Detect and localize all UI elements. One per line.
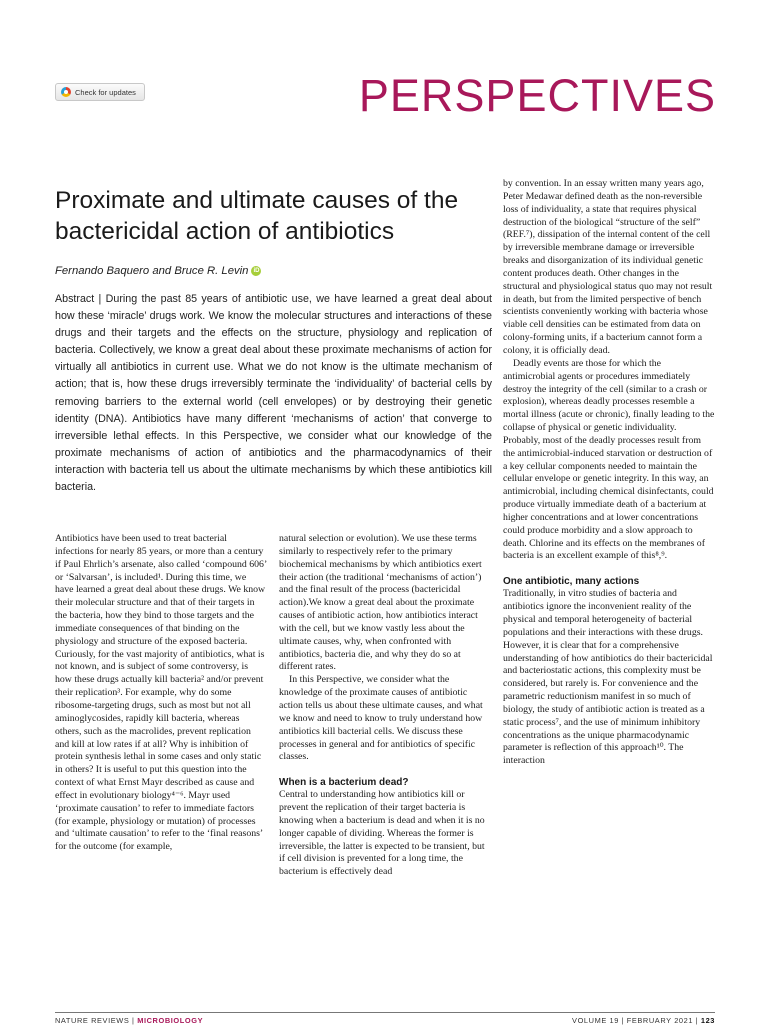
paragraph: Antibiotics have been used to treat bacterial infections for nearly 85 years, or more than a century if Paul Ehrlich’s arsenate, also called ‘compound 606’ or ‘Salvarsan’, is included¹. During this time, we have learned a great deal about these drugs. We know their molecular structure and that of their targets in the bacteria, how they bind to those targets and the immediate consequences of that binding on the physiology and structure of the exposed bacteria. Curiously, for the vast majority of antibiotics, what is not known, and is subject of some controversy, is how these drugs actually kill bacteria² and/or prevent their replication³. For example, why do some ribosome-targeting drugs, such as most but not all aminoglycosides, rapidly kill bacteria, whereas others, such as the macrolides, prevent replication and kill at low rates if at all? Why is inhibition of protein synthesis lethal in some cases and only static in others? It is useful to put this question into the context of what Ernst Mayr described as cause and effect in evolutionary biology⁴⁻⁶. Mayr used ‘proximate causation’ to refer to immediate factors (for example, physiology or mutation) of processes and ‘ultimate causation’ to refer to the ‘final reasons’ for the outcome (for example, [55, 533, 267, 853]
issue-info: VOLUME 19 | FEBRUARY 2021 | [572, 1016, 701, 1025]
footer-rule [55, 1012, 715, 1013]
section-label: PERSPECTIVES [358, 70, 716, 121]
author-line [55, 265, 261, 277]
authors: Fernando Baquero and Bruce R. Levin [55, 265, 249, 277]
paragraph: Central to understanding how antibiotics kill or prevent the replication of their target bacteria is knowing when a bacterium is dead and when it is no longer capable of dividing. Whereas the former is irreversible, the latter is expected to be transient, but if cell division is prevented for a long time, the bacterium is effectively dead [279, 789, 485, 878]
page-number: 123 [700, 1016, 715, 1025]
paragraph: natural selection or evolution). We use these terms similarly to respectively refer to the primary biochemical mechanisms by which antibiotics exert their action (the traditional ‘mechanisms of action’) and the final result of the process (bactericidal action).We know a great deal about the proximate causes of antibiotic action, how antibiotics interact with the cell, but we know vastly less about the ultimate causes, why, when confronted with antibiotics, bacteria die, and why they do so at different rates. [279, 533, 482, 673]
paragraph: In this Perspective, we consider what the knowledge of the proximate causes of antibiotic action tells us about these ultimate causes, and what we know and need to know to truly understand how antibiotics kill bacterial cells. We discuss these processes in general and for antibiotics of specific classes. [279, 674, 483, 763]
check-for-updates-button[interactable] [55, 83, 145, 101]
article-title: Proximate and ultimate causes of the bactericidal action of antibiotics [55, 187, 459, 245]
section-heading: When is a bacterium dead? [279, 777, 409, 789]
journal-name: MICROBIOLOGY [137, 1016, 204, 1025]
section-heading: One antibiotic, many actions [503, 576, 640, 588]
abstract: Abstract | During the past 85 years of antibiotic use, we have learned a great deal about how these ‘miracle’ drugs work. We know the molecular structures and interactions of these drugs and their targets and the effects on the structure, physiology and replication of bacteria. Collectively, we know a great deal about these proximate mechanisms of action for virtually all antibiotics in current use. What we do not know is the ultimate mechanism of action; that is, how these drugs irreversibly terminate the ‘individuality’ of bacterial cells by removing barriers to the external world (cell envelopes) or by destroying their genetic identity (DNA). Antibiotics have many different ‘mechanisms of action’ that converge to irreversible lethal effects. In this Perspective, we consider what our knowledge of the proximate mechanisms of action of antibiotics and the pharmacodynamics of their interaction with bacteria tell us about the ultimate mechanisms by which these antibiotics kill bacteria. [55, 293, 492, 494]
journal-prefix: NATURE REVIEWS | [55, 1016, 138, 1025]
body-column-1 [55, 533, 267, 854]
body-column-2 [279, 533, 491, 879]
paragraph: by convention. In an essay written many years ago, Peter Medawar defined death as the non-reversible loss of individuality, a state that requires physical destruction of the biological “structure of the self” (REF.⁷), dissipation of the internal content of the cell by irreversible membrane damage or irreversible breaks and disorganization of its individual genetic content produces death. Other changes in the structural and physiological status quo may not result in death, but from the limited perspective of bench scientists conveniently working with bacteria whose viable cell densities can be estimated from data on colony-forming units, if a bacterium cannot form a colony, it is officially dead. [503, 178, 713, 356]
paragraph: Traditionally, in vitro studies of bacteria and antibiotics ignore the inconvenient reality of the physical and temporal heterogeneity of bacterial populations and their interactions with these drugs. However, it is clear that for a comprehensive understanding of how antibiotics do their bactericidal and bacteriostatic actions, this complexity must be considered, but rarely is. For convenience and the parametric reductionism manifest in so much of biology, the study of antibiotic action is treated as a static process⁷, and the use of minimum inhibitory concentrations as the unique pharmacodynamic parameter is reflection of this approach¹⁰. The interaction [503, 588, 713, 767]
check-for-updates-label: Check for updates [75, 87, 136, 97]
crossmark-icon [61, 87, 71, 97]
paragraph: Deadly events are those for which the antimicrobial agents or procedures immediately destroy the integrity of the cell (similar to a crash or explosion), whereas deadly processes resemble a mortal illness (acute or chronic), finally leading to the collapse of physical or genetic individuality. Probably, most of the deadly processes result from the antimicrobial-induced starvation or destruction of a key cellular components needed to maintain the cellular envelope or genetic integrity. In this way, an antimicrobial, including chemical disinfectants, could produce virtually immediate death of a bacterium at higher concentrations and at lower concentrations could produce morbidity and a slow approach to death. Chlorine and its effects on the membranes of bacteria is an excellent example of this⁸,⁹. [503, 357, 715, 562]
body-column-3 [503, 178, 715, 768]
orcid-icon[interactable]: iD [253, 268, 260, 274]
